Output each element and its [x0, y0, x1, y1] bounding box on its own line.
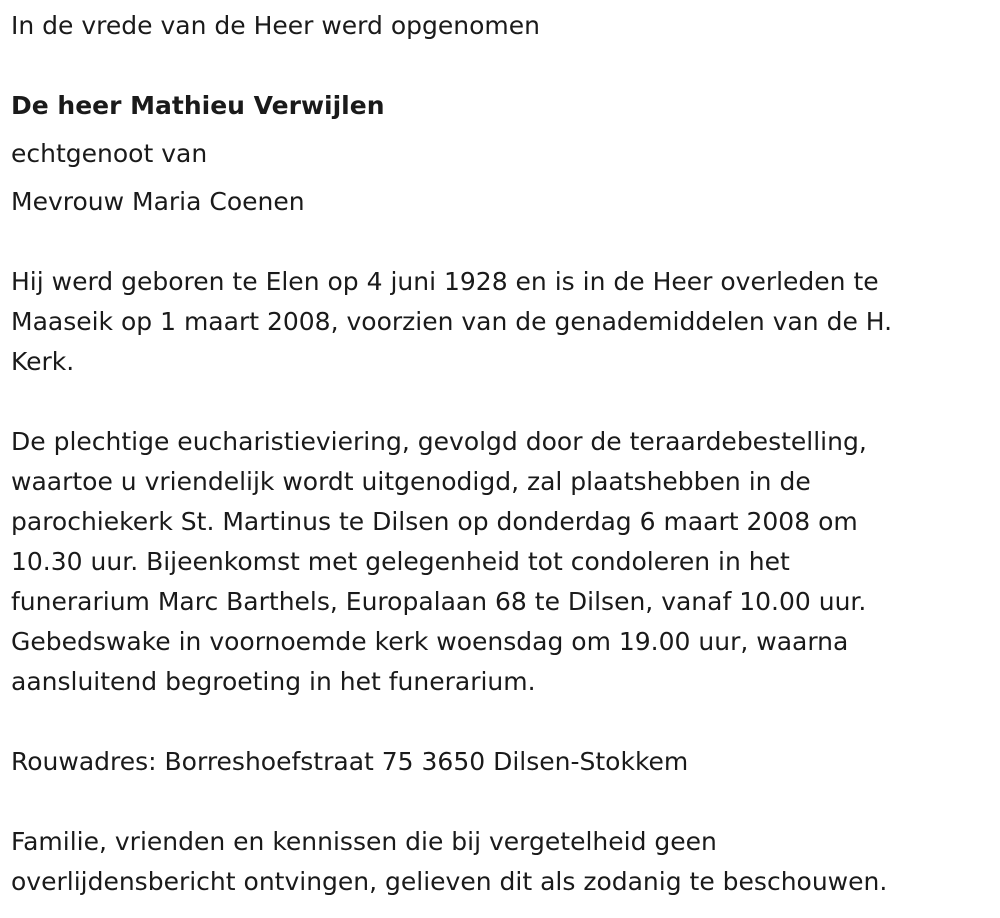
paragraph-line: waartoe u vriendelijk wordt uitgenodigd, zal plaatshebben in de: [11, 467, 811, 496]
deceased-name: De heer Mathieu Verwijlen: [11, 91, 385, 120]
spouse-name: Mevrouw Maria Coenen: [11, 187, 305, 216]
spacer: [11, 222, 988, 262]
closing-paragraph: [11, 822, 988, 902]
spouse-label: echtgenoot van: [11, 139, 208, 168]
paragraph-line: 10.30 uur. Bijeenkomst met gelegenheid tot condoleren in het: [11, 547, 790, 576]
paragraph-line: Hij werd geboren te Elen op 4 juni 1928 en is in de Heer overleden te: [11, 267, 879, 296]
paragraph-line: aansluitend begroeting in het funerarium.: [11, 667, 536, 696]
paragraph-line: Gebedswake in voornoemde kerk woensdag om 19.00 uur, waarna: [11, 627, 849, 656]
mourning-address: Rouwadres: Borreshoefstraat 75 3650 Dilsen-Stokkem: [11, 747, 689, 776]
ceremony-paragraph: [11, 422, 988, 702]
spacer: [11, 382, 988, 422]
paragraph-line: De plechtige eucharistieviering, gevolgd door de teraardebestelling,: [11, 427, 867, 456]
spacer: [11, 782, 988, 822]
paragraph-line: parochiekerk St. Martinus te Dilsen op donderdag 6 maart 2008 om: [11, 507, 858, 536]
paragraph-line: Maaseik op 1 maart 2008, voorzien van de genademiddelen van de H.: [11, 307, 893, 336]
spacer: [11, 46, 988, 86]
intro-line: In de vrede van de Heer werd opgenomen: [11, 11, 540, 40]
spacer: [11, 702, 988, 742]
paragraph-line: Kerk.: [11, 347, 75, 376]
paragraph-line: funerarium Marc Barthels, Europalaan 68 te Dilsen, vanaf 10.00 uur.: [11, 587, 867, 616]
paragraph-line: overlijdensbericht ontvingen, gelieven dit als zodanig te beschouwen.: [11, 867, 888, 896]
birth-death-paragraph: [11, 262, 988, 382]
paragraph-line: Familie, vrienden en kennissen die bij vergetelheid geen: [11, 827, 717, 856]
